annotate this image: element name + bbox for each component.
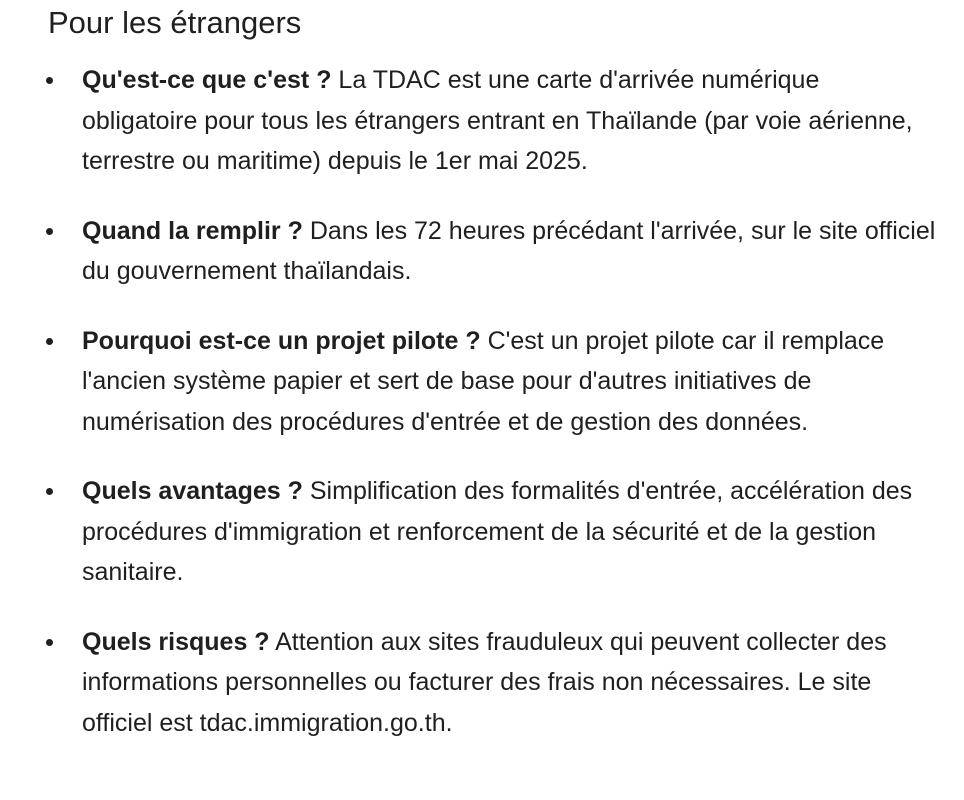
- list-item-term: Qu'est-ce que c'est ?: [82, 66, 332, 94]
- list-item-text: [82, 622, 936, 744]
- list-item-when: [0, 211, 964, 292]
- list-item-term: Quand la remplir ?: [82, 216, 303, 245]
- list-item-description: Dans les 72 heures précédant l'arrivée, sur le site officiel du gouvernement thaïlandais.: [82, 216, 936, 285]
- bullet-icon: [46, 228, 53, 235]
- list-item-text: [82, 471, 936, 593]
- list-item-definition: [0, 60, 964, 182]
- list-item-term: Quels avantages ?: [82, 477, 303, 505]
- list-item-description: La TDAC est une carte d'arrivée numérique obligatoire pour tous les étrangers entrant en Thaïlande (par voie aérienne, terrestre ou maritime) depuis le 1er mai 2025.: [82, 66, 913, 175]
- list-item-text: [82, 60, 936, 182]
- list-item-description: Simplification des formalités d'entrée, accélération des procédures d'immigration et renforcement de la sécurité et de la gestion sanitaire.: [82, 477, 913, 586]
- list-item-term: Pourquoi est-ce un projet pilote ?: [82, 326, 481, 355]
- list-item-advantages: [0, 471, 964, 593]
- list-item-text: [82, 211, 936, 292]
- section-heading: Pour les étrangers: [48, 5, 302, 40]
- list-item-text: [82, 321, 936, 443]
- list-item-risks: [0, 622, 964, 744]
- bullet-icon: [46, 488, 53, 495]
- list-item-why-pilot: [0, 321, 964, 443]
- info-list: [0, 60, 964, 772]
- list-item-description: C'est un projet pilote car il remplace l'ancien système papier et sert de base pour d'autres initiatives de numérisation des procédures d'entrée et de gestion des données.: [82, 326, 885, 436]
- bullet-icon: [46, 77, 53, 84]
- bullet-icon: [46, 639, 53, 646]
- list-item-term: Quels risques ?: [82, 627, 270, 656]
- bullet-icon: [46, 338, 53, 345]
- list-item-description: Attention aux sites frauduleux qui peuvent collecter des informations personnelles ou facturer des frais non nécessaires. Le site officiel est tdac.immigration.go.th.: [82, 627, 887, 737]
